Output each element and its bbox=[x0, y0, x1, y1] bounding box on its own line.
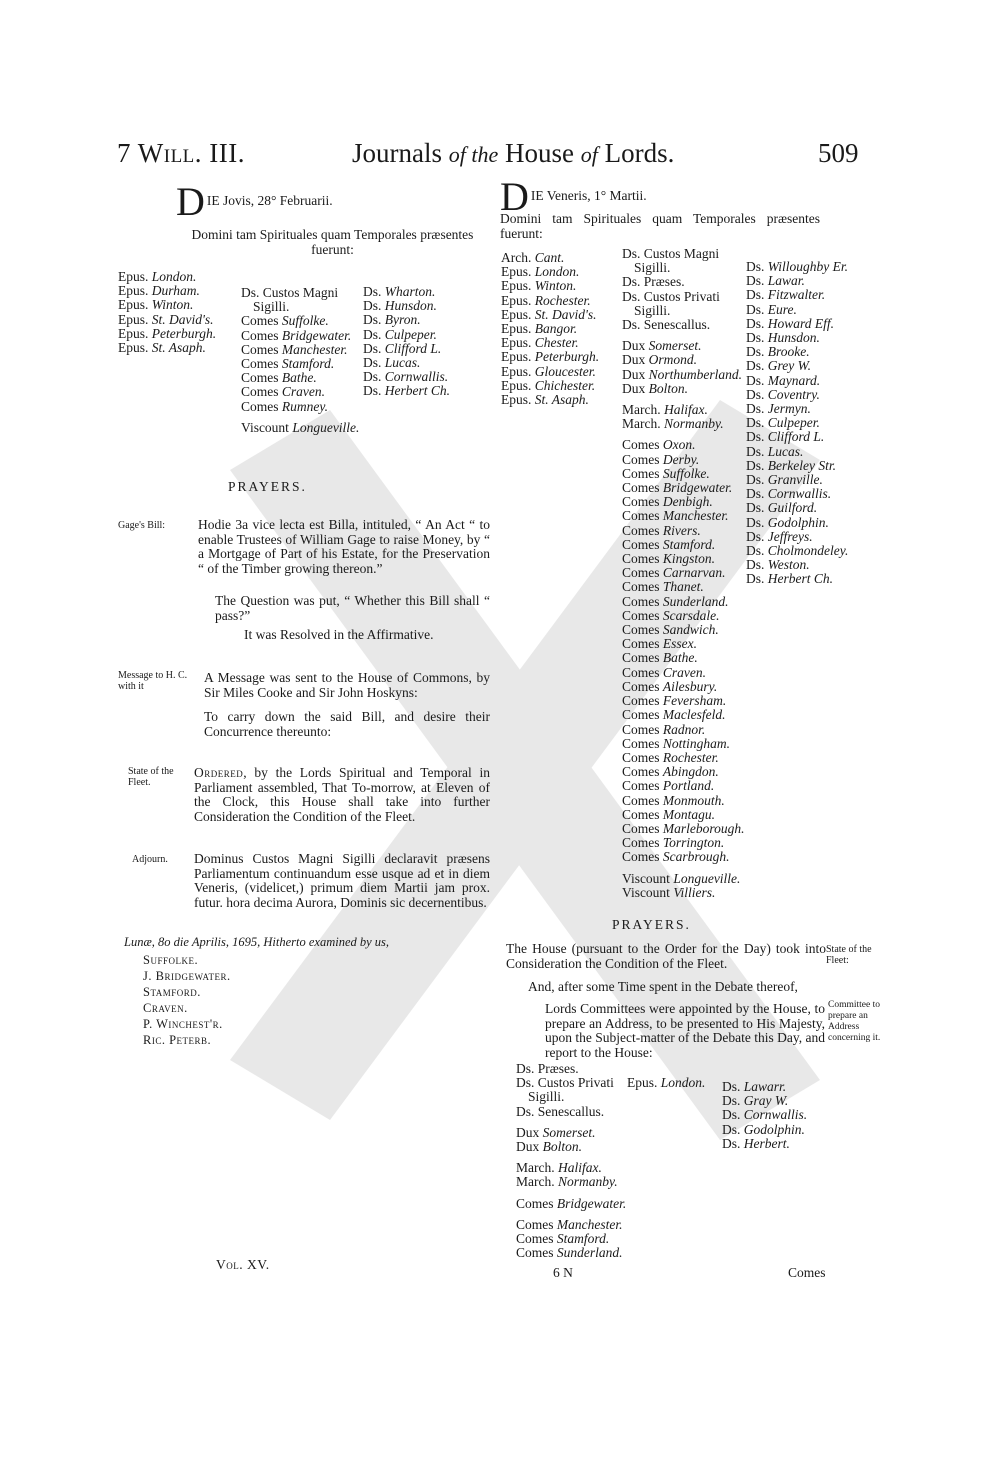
attendance-name: Ds. Præses. bbox=[622, 274, 685, 290]
attendance-name: Sigilli. bbox=[634, 302, 671, 318]
attendance-name: Comes Essex. bbox=[622, 636, 698, 652]
attendance-name: Comes Portland. bbox=[622, 778, 715, 794]
gage-bill-text: Hodie 3a vice lecta est Billa, intituled, “ An Act “ to enable Trustees of William Gage to raise Money, by “ a Mortgage of Part of his Estate, for the Preservation “ of the Timber growing thereon.” bbox=[198, 517, 490, 576]
attendance-name: Ds. Jeffreys. bbox=[746, 528, 813, 544]
attendance-name: Dux Ormond. bbox=[622, 352, 698, 368]
attendance-name: Epus. Bangor. bbox=[501, 321, 578, 337]
attendance-name: Epus. London. bbox=[501, 264, 580, 280]
attendance-name: Ds. Lucas. bbox=[363, 355, 421, 371]
attendance-name: Comes Monmouth. bbox=[622, 792, 725, 808]
attendance-name: Ds. Maynard. bbox=[746, 372, 821, 388]
attendance-name: Epus. Winton. bbox=[501, 278, 577, 294]
left-attendance-bishops bbox=[118, 270, 216, 355]
committee-col1 bbox=[516, 1062, 626, 1260]
attendance-name: Comes Manchester. bbox=[516, 1216, 623, 1232]
left-prayers: PRAYERS. bbox=[228, 479, 307, 494]
running-title: Journals of the House of Lords. bbox=[352, 138, 675, 168]
left-attendance-earls bbox=[241, 286, 359, 435]
attendance-name: Comes Derby. bbox=[622, 451, 700, 467]
signature-name: Craven. bbox=[143, 1001, 188, 1015]
attendance-name: Comes Sandwich. bbox=[622, 622, 719, 638]
attendance-name: Comes Denbigh. bbox=[622, 494, 713, 510]
regnal-year: 7 Will. III. bbox=[117, 138, 246, 168]
attendance-name: Epus. London. bbox=[627, 1075, 706, 1090]
attendance-name: Ds. Custos Magni bbox=[622, 246, 720, 261]
right-prayers: PRAYERS. bbox=[612, 917, 691, 932]
attendance-name: Comes Stamford. bbox=[622, 536, 716, 552]
attendance-name: Ds. Guilford. bbox=[746, 500, 818, 516]
attendance-name: Ds. Grey W. bbox=[746, 358, 812, 374]
attendance-name: Comes Maclesfeld. bbox=[622, 707, 726, 723]
attendance-name: Ds. Culpeper. bbox=[746, 415, 820, 431]
catchword: Comes bbox=[788, 1265, 826, 1280]
attendance-name: Dux Bolton. bbox=[516, 1139, 582, 1155]
attendance-name: Ds. Clifford L. bbox=[363, 340, 442, 356]
attendance-name: Epus. London. bbox=[118, 269, 197, 284]
attendance-name: Epus. St. David's. bbox=[501, 306, 597, 322]
attendance-name: Epus. St. Asaph. bbox=[118, 340, 206, 356]
after-text: And, after some Time spent in the Debate thereof, bbox=[528, 979, 798, 994]
attendance-name: Comes Nottingham. bbox=[622, 735, 731, 751]
attendance-name: Ds. Herbert. bbox=[722, 1135, 790, 1151]
committee-col2 bbox=[627, 1076, 705, 1090]
attendance-name: Comes Stamford. bbox=[516, 1231, 610, 1247]
attendance-name: March. Halifax. bbox=[622, 402, 708, 418]
attendance-name: Arch. Cant. bbox=[501, 250, 565, 265]
attendance-name: Ds. Culpeper. bbox=[363, 326, 437, 342]
attendance-name: Comes Marleborough. bbox=[622, 820, 745, 836]
attendance-name: Ds. Granville. bbox=[746, 472, 823, 488]
ordered-text: Ordered, by the Lords Spiritual and Temporal in Parliament assembled, That To-morrow, at Eleven of the Clock, this House shall take into further Consideration the Condition of the Fleet. bbox=[194, 765, 490, 824]
attendance-name: Comes Abingdon. bbox=[622, 764, 719, 780]
attendance-name: Ds. Wharton. bbox=[363, 284, 436, 299]
attendance-name: Ds. Lawarr. bbox=[722, 1079, 787, 1094]
attendance-name: Comes Manchester. bbox=[622, 508, 729, 524]
attendance-name: Ds. Hunsdon. bbox=[363, 298, 437, 314]
attendance-name: Ds. Cornwallis. bbox=[746, 486, 832, 502]
committee-col3 bbox=[722, 1080, 807, 1151]
attendance-name: Ds. Clifford L. bbox=[746, 429, 825, 445]
signature-name: Ric. Peterb. bbox=[143, 1033, 212, 1047]
attendance-name: Viscount Longueville. bbox=[241, 419, 360, 435]
attendance-name: Ds. Brooke. bbox=[746, 344, 810, 360]
attendance-name: March. Halifax. bbox=[516, 1160, 602, 1176]
attendance-name: Comes Montagu. bbox=[622, 806, 716, 822]
attendance-name: Viscount Villiers. bbox=[622, 884, 716, 900]
page-number: 509 bbox=[818, 138, 859, 168]
attendance-name: Comes Manchester. bbox=[241, 341, 348, 357]
attendance-name: Ds. Custos Privati bbox=[516, 1075, 614, 1091]
attendance-name: Ds. Gray W. bbox=[722, 1093, 789, 1109]
attendance-name: Epus. St. David's. bbox=[118, 311, 214, 327]
right-domini: Domini tam Spirituales quam Temporales præsentes fuerunt: bbox=[500, 211, 820, 241]
attendance-name: Comes Kingston. bbox=[622, 551, 716, 567]
resolved: It was Resolved in the Affirmative. bbox=[244, 627, 434, 642]
attendance-name: Comes Stamford. bbox=[241, 356, 335, 372]
attendance-name: Ds. Weston. bbox=[746, 557, 810, 573]
attendance-name: Ds. Senescallus. bbox=[516, 1103, 605, 1119]
adjourn-text: Dominus Custos Magni Sigilli declaravit præsens Parliamentum continuandum esse usque ad et in diem Veneris, (videlicet,) primum diem Martii jam prox. futur. hora decima Aurora, Dominis sic decernentibus. bbox=[194, 851, 490, 910]
attendance-name: Ds. Præses. bbox=[516, 1061, 579, 1076]
attendance-name: Comes Bathe. bbox=[241, 370, 317, 386]
attendance-name: Epus. Winton. bbox=[118, 297, 194, 313]
attendance-name: Ds. Howard Eff. bbox=[746, 315, 835, 331]
attendance-name: Epus. St. Asaph. bbox=[501, 392, 589, 408]
attendance-name: Ds. Senescallus. bbox=[622, 317, 711, 333]
attendance-name: Dux Northumberland. bbox=[622, 366, 743, 382]
attendance-name: Comes Feversham. bbox=[622, 693, 727, 709]
attendance-name: Ds. Lawar. bbox=[746, 273, 805, 289]
margin-state-of-fleet-right: State of the Fleet: bbox=[826, 944, 872, 966]
right-attendance-lords bbox=[746, 260, 848, 587]
attendance-name: Ds. Coventry. bbox=[746, 386, 820, 402]
attendance-name: Epus. Chester. bbox=[501, 335, 579, 351]
left-attendance-lords bbox=[363, 285, 450, 399]
left-date: D $_{IE Jovis, 28^\circ Februarii.}$ bbox=[176, 179, 333, 224]
attendance-name: Viscount Longueville. bbox=[622, 870, 741, 886]
attendance-name: Comes Oxon. bbox=[622, 437, 696, 453]
attendance-name: Comes Carnarvan. bbox=[622, 565, 726, 581]
attendance-name: Ds. Berkeley Str. bbox=[746, 457, 836, 473]
attendance-name: Ds. Lucas. bbox=[746, 443, 804, 459]
attendance-name: Comes Suffolke. bbox=[241, 313, 329, 329]
left-domini: Domini tam Spirituales quam Temporales præsentes fuerunt: bbox=[191, 227, 474, 257]
attendance-name: Ds. Cholmondeley. bbox=[746, 543, 849, 559]
attendance-name: Comes Torrington. bbox=[622, 835, 725, 851]
signature-mark: 6 N bbox=[553, 1265, 573, 1280]
attendance-name: Comes Thanet. bbox=[622, 579, 704, 595]
attendance-name: Epus. Peterburgh. bbox=[118, 325, 217, 341]
right-attendance-bishops bbox=[501, 251, 599, 407]
attendance-name: Comes Radnor. bbox=[622, 721, 706, 737]
attendance-name: March. Normanby. bbox=[516, 1174, 618, 1190]
margin-committee: Committee to prepare an Address concerning it. bbox=[828, 1000, 881, 1043]
attendance-name: Dux Bolton. bbox=[622, 380, 688, 396]
attendance-name: Ds. Jermyn. bbox=[746, 401, 811, 417]
signature-name: P. Winchest'r. bbox=[143, 1017, 223, 1031]
attendance-name: Comes Sunderland. bbox=[622, 593, 729, 609]
signature-name: Suffolke. bbox=[143, 953, 199, 967]
margin-state-of-fleet: State of the Fleet. bbox=[128, 766, 174, 788]
question-put: The Question was put, “ Whether this Bill shall “ pass?” bbox=[215, 593, 490, 623]
attendance-name: Comes Rivers. bbox=[622, 522, 701, 538]
signature-name: J. Bridgewater. bbox=[143, 969, 231, 983]
attendance-name: Epus. Chichester. bbox=[501, 377, 596, 393]
margin-gages-bill: Gage's Bill: bbox=[118, 520, 166, 531]
margin-adjourn: Adjourn. bbox=[132, 854, 168, 865]
attendance-name: Comes Sunderland. bbox=[516, 1245, 623, 1261]
attendance-name: Ds. Cornwallis. bbox=[363, 369, 449, 385]
attendance-name: Sigilli. bbox=[634, 260, 671, 276]
attendance-name: Ds. Godolphin. bbox=[746, 514, 829, 530]
lords-committees-text: Lords Committees were appointed by the House, to prepare an Address, to be presented to His Majesty, upon the Subject-matter of the Debate this Day, and report to the House: bbox=[545, 1001, 825, 1060]
house-text: The House (pursuant to the Order for the Day) took into Consideration the Condition of the Fleet. bbox=[506, 941, 826, 971]
message-text: A Message was sent to the House of Commons, by Sir Miles Cooke and Sir John Hoskyns: bbox=[204, 670, 490, 700]
attendance-name: Ds. Hunsdon. bbox=[746, 330, 820, 346]
attendance-name: Epus. Peterburgh. bbox=[501, 349, 600, 365]
margin-message: Message to H. C. with it bbox=[118, 670, 188, 692]
volume-mark: Vol. XV. bbox=[216, 1257, 270, 1272]
attendance-name: Dux Somerset. bbox=[622, 338, 702, 354]
attendance-name: Comes Craven. bbox=[241, 384, 326, 400]
carry-text: To carry down the said Bill, and desire their Concurrence thereunto: bbox=[204, 709, 490, 739]
attendance-name: Comes Suffolke. bbox=[622, 465, 710, 481]
attendance-name: Comes Rumney. bbox=[241, 398, 329, 414]
attendance-name: Sigilli. bbox=[253, 299, 290, 315]
attendance-name: Ds. Custos Magni bbox=[241, 285, 339, 300]
attendance-name: Comes Bridgewater. bbox=[516, 1195, 627, 1211]
attendance-name: Comes Scarbrough. bbox=[622, 849, 730, 865]
attendance-name: Ds. Willoughby Er. bbox=[746, 259, 849, 274]
attendance-name: Dux Somerset. bbox=[516, 1124, 596, 1140]
signatures bbox=[143, 952, 231, 1048]
attendance-name: Epus. Rochester. bbox=[501, 292, 591, 308]
attendance-name: Comes Ailesbury. bbox=[622, 678, 718, 694]
attendance-name: Comes Bridgewater. bbox=[241, 327, 352, 343]
attendance-name: Ds. Herbert Ch. bbox=[746, 571, 834, 587]
attendance-name: Comes Craven. bbox=[622, 664, 707, 680]
right-date: D $_{IE Veneris, 1^\circ Martii.}$ bbox=[500, 174, 647, 219]
attendance-name: Ds. Herbert Ch. bbox=[363, 383, 451, 399]
attendance-name: March. Normanby. bbox=[622, 416, 724, 432]
attendance-name: Ds. Eure. bbox=[746, 301, 797, 317]
right-attendance-peers bbox=[622, 247, 745, 900]
signature-name: Stamford. bbox=[143, 985, 201, 999]
attendance-name: Epus. Durham. bbox=[118, 283, 200, 299]
attendance-name: Epus. Gloucester. bbox=[501, 363, 596, 379]
attendance-name: Comes Bathe. bbox=[622, 650, 698, 666]
attendance-name: Sigilli. bbox=[528, 1089, 565, 1105]
attendance-name: Ds. Godolphin. bbox=[722, 1121, 805, 1137]
attendance-name: Ds. Cornwallis. bbox=[722, 1107, 808, 1123]
attendance-name: Ds. Fitzwalter. bbox=[746, 287, 826, 303]
attendance-name: Ds. Custos Privati bbox=[622, 288, 720, 304]
examined-note: Lunæ, 8o die Aprilis, 1695, Hitherto examined by us, bbox=[124, 935, 390, 949]
attendance-name: Comes Bridgewater. bbox=[622, 480, 733, 496]
attendance-name: Comes Scarsdale. bbox=[622, 607, 720, 623]
attendance-name: Ds. Byron. bbox=[363, 312, 421, 328]
attendance-name: Comes Rochester. bbox=[622, 749, 719, 765]
